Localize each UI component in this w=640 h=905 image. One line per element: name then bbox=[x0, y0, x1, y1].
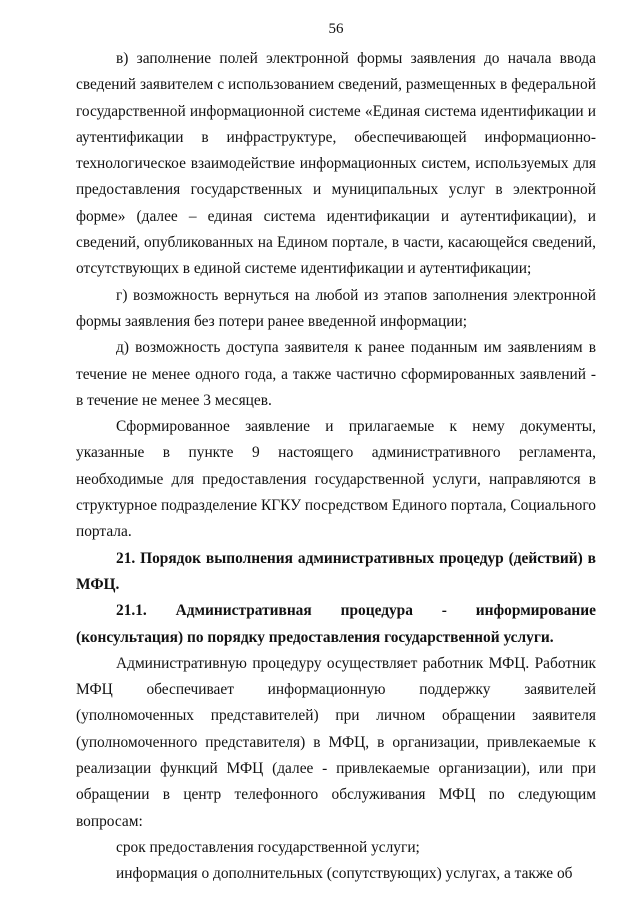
section-heading: 21. Порядок выполнения административных процедур (действий) в МФЦ. bbox=[76, 549, 596, 593]
list-item-v: в) заполнение полей электронной формы заявления до начала ввода сведений заявителем с использованием сведений, размещенных в федеральной государственной информационной системе «Единая система идентификации и аутентификации в инфраструктуре, обеспечивающей информационно-технологическое взаимодействие информационных систем, используемых для предоставления государственных и муниципальных услуг в электронной форме» (далее – единая система идентификации и аутентификации), и сведений, опубликованных на Едином портале, в части, касающейся сведений, отсутствующих в единой системе идентификации и аутентификации; bbox=[76, 50, 596, 278]
list-item-g: г) возможность вернуться на любой из этапов заполнения электронной формы заявления без потери ранее введенной информации; bbox=[76, 286, 596, 330]
list-item-d: д) возможность доступа заявителя к ранее поданным им заявлениям в течение не менее одного года, а также частично сформированных заявлений - в течение не менее 3 месяцев. bbox=[76, 339, 596, 409]
body-paragraph: информация о дополнительных (сопутствующих) услугах, а также об bbox=[116, 865, 573, 883]
subsection-heading: 21.1. Административная процедура - информирование (консультация) по порядку предоставления государственной услуги. bbox=[76, 602, 596, 646]
document-body bbox=[76, 46, 596, 888]
body-paragraph: Административную процедуру осуществляет работник МФЦ. Работник МФЦ обеспечивает информационную поддержку заявителей (уполномоченных представителей) при личном обращении заявителя (уполномоченного представителя) в МФЦ, в организации, привлекаемые к реализации функций МФЦ (далее - привлекаемые организации), или при обращении в центр телефонного обслуживания МФЦ по следующим вопросам: bbox=[76, 654, 596, 830]
body-paragraph: Сформированное заявление и прилагаемые к нему документы, указанные в пункте 9 настоящего административного регламента, необходимые для предоставления государственной услуги, направляются в структурное подразделение КГКУ посредством Единого портала, Социального портала. bbox=[76, 418, 596, 541]
body-paragraph: срок предоставления государственной услуги; bbox=[116, 838, 420, 856]
page-number: 56 bbox=[328, 21, 344, 37]
